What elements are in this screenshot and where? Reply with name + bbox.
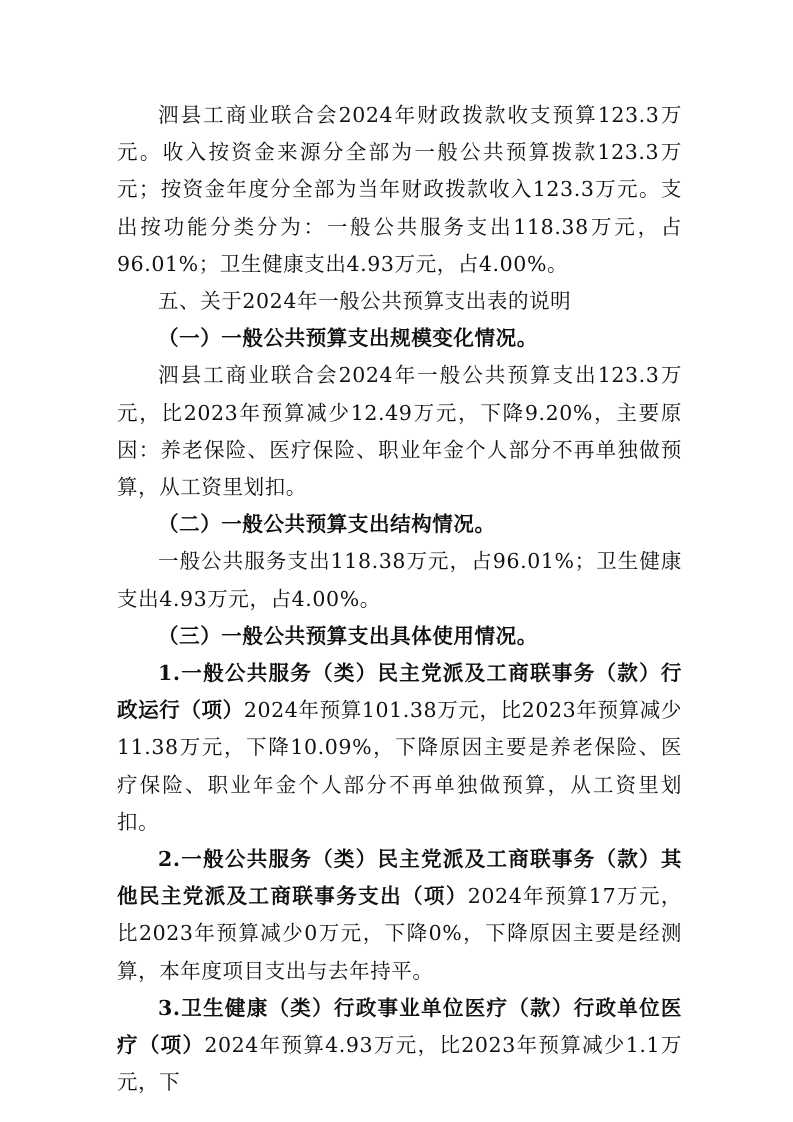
item-one-text: 2024年预算101.38万元，比2023年预算减少11.38万元，下降10.09%，下降原因主要是养老保险、医疗保险、职业年金个人部分不再单独做预算，从工资里划扣。 (117, 698, 683, 834)
item-three-text: 2024年预算4.93万元，比2023年预算减少1.1万元，下 (117, 1033, 682, 1095)
subsection-two-heading: （二）一般公共预算支出结构情况。 (158, 512, 496, 537)
paragraph-budget-summary: 泗县工商业联合会2024年财政拨款收支预算123.3万元。收入按资金来源分全部为一般公共预算拨款123.3万元；按资金年度分全部为当年财政拨款收入123.3万元。支出按功能分类分为：一般公共服务支出118.38万元，占96.01%；卫生健康支出4.93万元，占4.00%。 (117, 103, 682, 276)
section-five-title: 五、关于2024年一般公共预算支出表的说明 (158, 289, 572, 314)
document-page (117, 97, 682, 1101)
subsection-one-heading: （一）一般公共预算支出规模变化情况。 (158, 326, 538, 351)
item-two-text: 2024年预算17万元，比2023年预算减少0万元，下降0%，下降原因主要是经测算，本年度项目支出与去年持平。 (117, 884, 682, 983)
item-one (117, 655, 682, 841)
item-two-title: 2.一般公共服务（类）民主党派及工商联事务（款）其他民主党派及工商联事务支出（项） (117, 847, 682, 909)
item-three-title: 3.卫生健康（类）行政事业单位医疗（款）行政单位医疗（项） (117, 995, 682, 1058)
paragraph-structure: 一般公共服务支出118.38万元，占96.01%；卫生健康支出4.93万元，占4.00%。 (117, 549, 682, 611)
item-one-title: 1.一般公共服务（类）民主党派及工商联事务（款）行政运行（项） (117, 661, 682, 723)
item-three (117, 990, 682, 1102)
subsection-three-heading: （三）一般公共预算支出具体使用情况。 (158, 623, 538, 648)
item-two (117, 841, 682, 990)
paragraph-scale-change: 泗县工商业联合会2024年一般公共预算支出123.3万元，比2023年预算减少12.49万元，下降9.20%，主要原因：养老保险、医疗保险、职业年金个人部分不再单独做预算，从工资里划扣。 (117, 363, 682, 500)
